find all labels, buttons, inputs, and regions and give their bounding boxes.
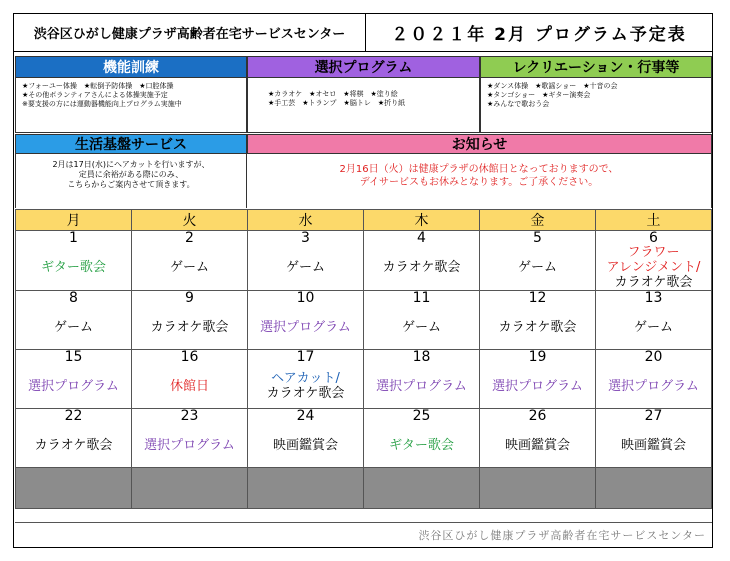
day-number-row xyxy=(16,350,712,365)
event-cell xyxy=(16,364,132,409)
weekday-fri: 金 xyxy=(480,210,596,231)
event-label: 映画鑑賞会 xyxy=(620,437,686,453)
desc-line: ★カラオケ ★オセロ ★将棋 ★塗り絵 xyxy=(268,90,398,98)
event-label-secondary: カラオケ歌会 xyxy=(614,275,693,290)
event-row xyxy=(16,364,712,409)
life-service-text xyxy=(15,154,247,208)
category-header-recreation: レクリエーション・行事等 xyxy=(480,56,712,78)
event-label: ギター歌会 xyxy=(41,260,106,275)
category-desc-function-training xyxy=(15,78,247,133)
event-cell xyxy=(480,305,596,350)
day-number: 23 xyxy=(132,409,248,424)
calendar-body xyxy=(16,231,712,509)
desc-line: ※要支援の方には運動器機能向上プログラム実施中 xyxy=(22,100,182,108)
event-cell xyxy=(364,245,480,291)
event-cell xyxy=(248,305,364,350)
event-label: カラオケ歌会 xyxy=(382,260,461,275)
day-number: 6 xyxy=(596,231,712,246)
weekday-tue: 火 xyxy=(132,210,248,231)
event-cell xyxy=(480,364,596,409)
desc-line: ★タンゴショー ★ギター演奏会 xyxy=(487,91,591,99)
event-cell xyxy=(364,364,480,409)
day-number: 15 xyxy=(16,350,132,365)
center-name: 渋谷区ひがし健康プラザ高齢者在宅サービスセンター xyxy=(14,14,366,52)
event-label: 選択プログラム xyxy=(608,378,699,394)
event-cell xyxy=(596,305,712,350)
life-service-line: 2月は17日(水)にヘアカットを行いますが、 xyxy=(52,160,210,169)
life-service-line: 定員に余裕がある際にのみ、 xyxy=(78,170,184,179)
day-number: 8 xyxy=(16,291,132,306)
desc-line: ★みんなで歌おう会 xyxy=(487,100,550,108)
event-label: ゲーム xyxy=(633,319,673,335)
day-number: 18 xyxy=(364,350,480,365)
event-label: ゲーム xyxy=(169,260,209,275)
event-label: ゲーム xyxy=(53,319,93,335)
notice-line: デイサービスもお休みとなります。ご了承ください。 xyxy=(359,177,599,188)
weekday-thu: 木 xyxy=(364,210,480,231)
category-header-select-program: 選択プログラム xyxy=(247,56,480,78)
event-cell xyxy=(16,423,132,468)
day-number: 4 xyxy=(364,231,480,246)
day-number: 13 xyxy=(596,291,712,306)
schedule-sheet xyxy=(13,13,713,548)
footer-center-name: 渋谷区ひがし健康プラザ高齢者在宅サービスセンター xyxy=(15,522,712,547)
desc-line: ★その他ボランティアさんによる体操実施予定 xyxy=(22,91,168,99)
event-cell xyxy=(248,245,364,291)
event-cell xyxy=(364,305,480,350)
event-label: カラオケ歌会 xyxy=(34,437,113,453)
event-cell xyxy=(132,305,248,350)
day-number: 2 xyxy=(132,231,248,246)
day-number: 25 xyxy=(364,409,480,424)
event-label: カラオケ歌会 xyxy=(150,319,229,335)
day-number: 17 xyxy=(248,350,364,365)
event-cell xyxy=(480,245,596,291)
day-number: 24 xyxy=(248,409,364,424)
event-row xyxy=(16,423,712,468)
day-number: 20 xyxy=(596,350,712,365)
day-number: 9 xyxy=(132,291,248,306)
day-number-row xyxy=(16,291,712,306)
event-label: 映画鑑賞会 xyxy=(504,437,570,453)
day-number: 16 xyxy=(132,350,248,365)
event-label: 選択プログラム xyxy=(28,378,119,394)
day-number: 22 xyxy=(16,409,132,424)
event-label: フラワー アレンジメント/ xyxy=(606,245,701,275)
event-cell xyxy=(480,423,596,468)
blank-cell xyxy=(132,468,248,509)
section-header-life-service: 生活基盤サービス xyxy=(15,134,247,154)
event-label: ギター歌会 xyxy=(389,437,454,453)
event-label: 休館日 xyxy=(169,378,209,394)
event-cell xyxy=(132,245,248,291)
event-cell xyxy=(596,364,712,409)
event-label: 選択プログラム xyxy=(144,437,235,453)
day-number: 5 xyxy=(480,231,596,246)
event-row xyxy=(16,245,712,291)
day-number: 1 xyxy=(16,231,132,246)
notice-line: 2月16日（火）は健康プラザの休館日となっておりますので、 xyxy=(339,164,619,175)
day-number: 26 xyxy=(480,409,596,424)
page-title: ２０２１年 2月 プログラム予定表 xyxy=(366,14,712,52)
event-label: ゲーム xyxy=(285,260,325,275)
event-cell xyxy=(596,245,712,291)
event-label: 選択プログラム xyxy=(260,319,351,335)
event-label: ゲーム xyxy=(517,260,557,275)
day-number: 27 xyxy=(596,409,712,424)
day-number: 10 xyxy=(248,291,364,306)
event-cell xyxy=(248,423,364,468)
event-cell xyxy=(132,423,248,468)
event-label: ヘアカット/ xyxy=(271,371,340,386)
section-header-notice: お知らせ xyxy=(247,134,712,154)
blank-cell xyxy=(248,468,364,509)
event-cell xyxy=(16,305,132,350)
day-number: 12 xyxy=(480,291,596,306)
weekday-wed: 水 xyxy=(248,210,364,231)
desc-line: ★フォーユー体操 ★転倒予防体操 ★口腔体操 xyxy=(22,82,174,90)
event-cell xyxy=(596,423,712,468)
blank-cell xyxy=(480,468,596,509)
notice-text xyxy=(247,154,712,208)
day-number-row xyxy=(16,409,712,424)
event-cell xyxy=(132,364,248,409)
event-label: カラオケ歌会 xyxy=(498,319,577,335)
weekday-row xyxy=(16,210,712,231)
day-number: 11 xyxy=(364,291,480,306)
desc-line: ★手工芸 ★トランプ ★脳トレ ★折り紙 xyxy=(268,99,406,107)
blank-cell xyxy=(364,468,480,509)
category-header-function-training: 機能訓練 xyxy=(15,56,247,78)
event-cell xyxy=(248,364,364,409)
event-label: 選択プログラム xyxy=(492,378,583,394)
weekday-sat: 土 xyxy=(596,210,712,231)
blank-cell xyxy=(596,468,712,509)
event-label-secondary: カラオケ歌会 xyxy=(266,386,345,401)
blank-cell xyxy=(16,468,132,509)
event-label: ゲーム xyxy=(401,319,441,335)
life-service-line: こちらからご案内させて頂きます。 xyxy=(67,180,195,189)
desc-line: ★ダンス体操 ★歌謡ショー ★十音の会 xyxy=(487,82,618,90)
weekday-mon: 月 xyxy=(16,210,132,231)
category-desc-select-program xyxy=(247,78,480,133)
category-desc-recreation xyxy=(480,78,712,133)
day-number: 3 xyxy=(248,231,364,246)
day-number-row xyxy=(16,231,712,246)
event-label: 選択プログラム xyxy=(376,378,467,394)
calendar-table xyxy=(15,209,712,509)
event-cell xyxy=(16,245,132,291)
event-row xyxy=(16,305,712,350)
day-number: 19 xyxy=(480,350,596,365)
event-cell xyxy=(364,423,480,468)
blank-row xyxy=(16,468,712,509)
event-label: 映画鑑賞会 xyxy=(272,437,338,453)
